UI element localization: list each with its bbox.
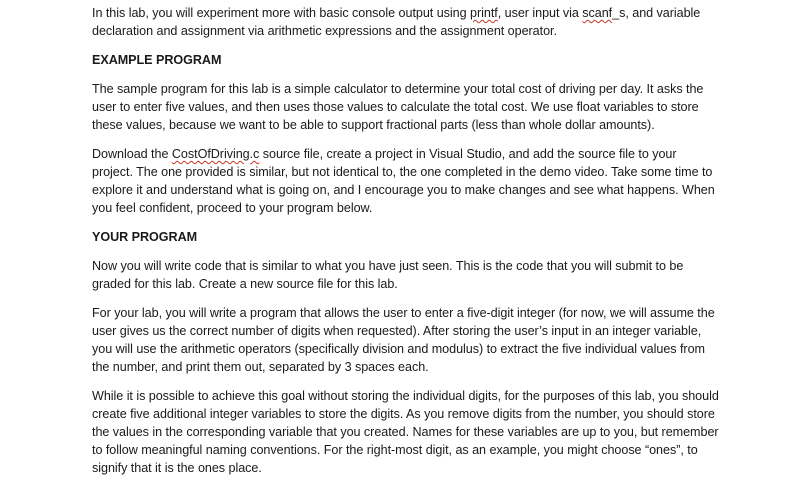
example-paragraph-1: The sample program for this lab is a simple calculator to determine your total cost of driving per day. It asks the user to enter five values, and then uses those values to calculate the total cost. We use float variables to store these values, because we want to be able to support fractional parts (less than whole dollar amounts).: [92, 82, 704, 132]
intro-paragraph: [92, 4, 720, 40]
your-program-paragraph-2: For your lab, you will write a program that allows the user to enter a five-digit integer (for now, we will assume the user gives us the correct number of digits when requested). After storing the user’s input in an integer variable, you will use the arithmetic operators (specifically division and modulus) to extract the five individual values from the number, and print them out, separated by 3 spaces each.: [92, 306, 715, 374]
example-paragraph-2: [92, 145, 720, 217]
intro-text-2: , user input via: [497, 6, 583, 20]
example-program-heading: EXAMPLE PROGRAM: [92, 53, 222, 67]
spellcheck-word-printf[interactable]: printf: [470, 6, 498, 20]
document-page: [92, 4, 720, 477]
example-paragraph-2-end: source file, create a project in Visual Studio, and add the source file to your project. The one provided is similar, but not identical to, the one completed in the demo video. Take some time to explore it and understand what is going on, and I encourage you to make changes and see what happens. When you feel confident, proceed to your program below.: [92, 147, 715, 215]
example-paragraph-2-start: Download the: [92, 147, 172, 161]
your-program-heading: YOUR PROGRAM: [92, 230, 198, 244]
spellcheck-word-scanf[interactable]: scanf: [582, 6, 613, 20]
your-program-paragraph-1: Now you will write code that is similar to what you have just seen. This is the code that you will submit to be graded for this lab. Create a new source file for this lab.: [92, 259, 684, 291]
intro-text-1: In this lab, you will experiment more with basic console output using: [92, 6, 471, 20]
your-program-paragraph-3: While it is possible to achieve this goal without storing the individual digits, for the purposes of this lab, you should create five additional integer variables to store the digits. As you remove digits from the number, you should store the values in the corresponding variable that you created. Names for these variables are up to you, but remember to follow meaningful naming conventions. For the right-most digit, as an example, you might choose “ones”, to signify that it is the ones place.: [92, 389, 719, 475]
intro-text-3: _s, and variable declaration and assignment via arithmetic expressions and the assignment operator.: [92, 6, 701, 38]
spellcheck-word-file-name[interactable]: CostOfDriving.c: [171, 147, 260, 161]
